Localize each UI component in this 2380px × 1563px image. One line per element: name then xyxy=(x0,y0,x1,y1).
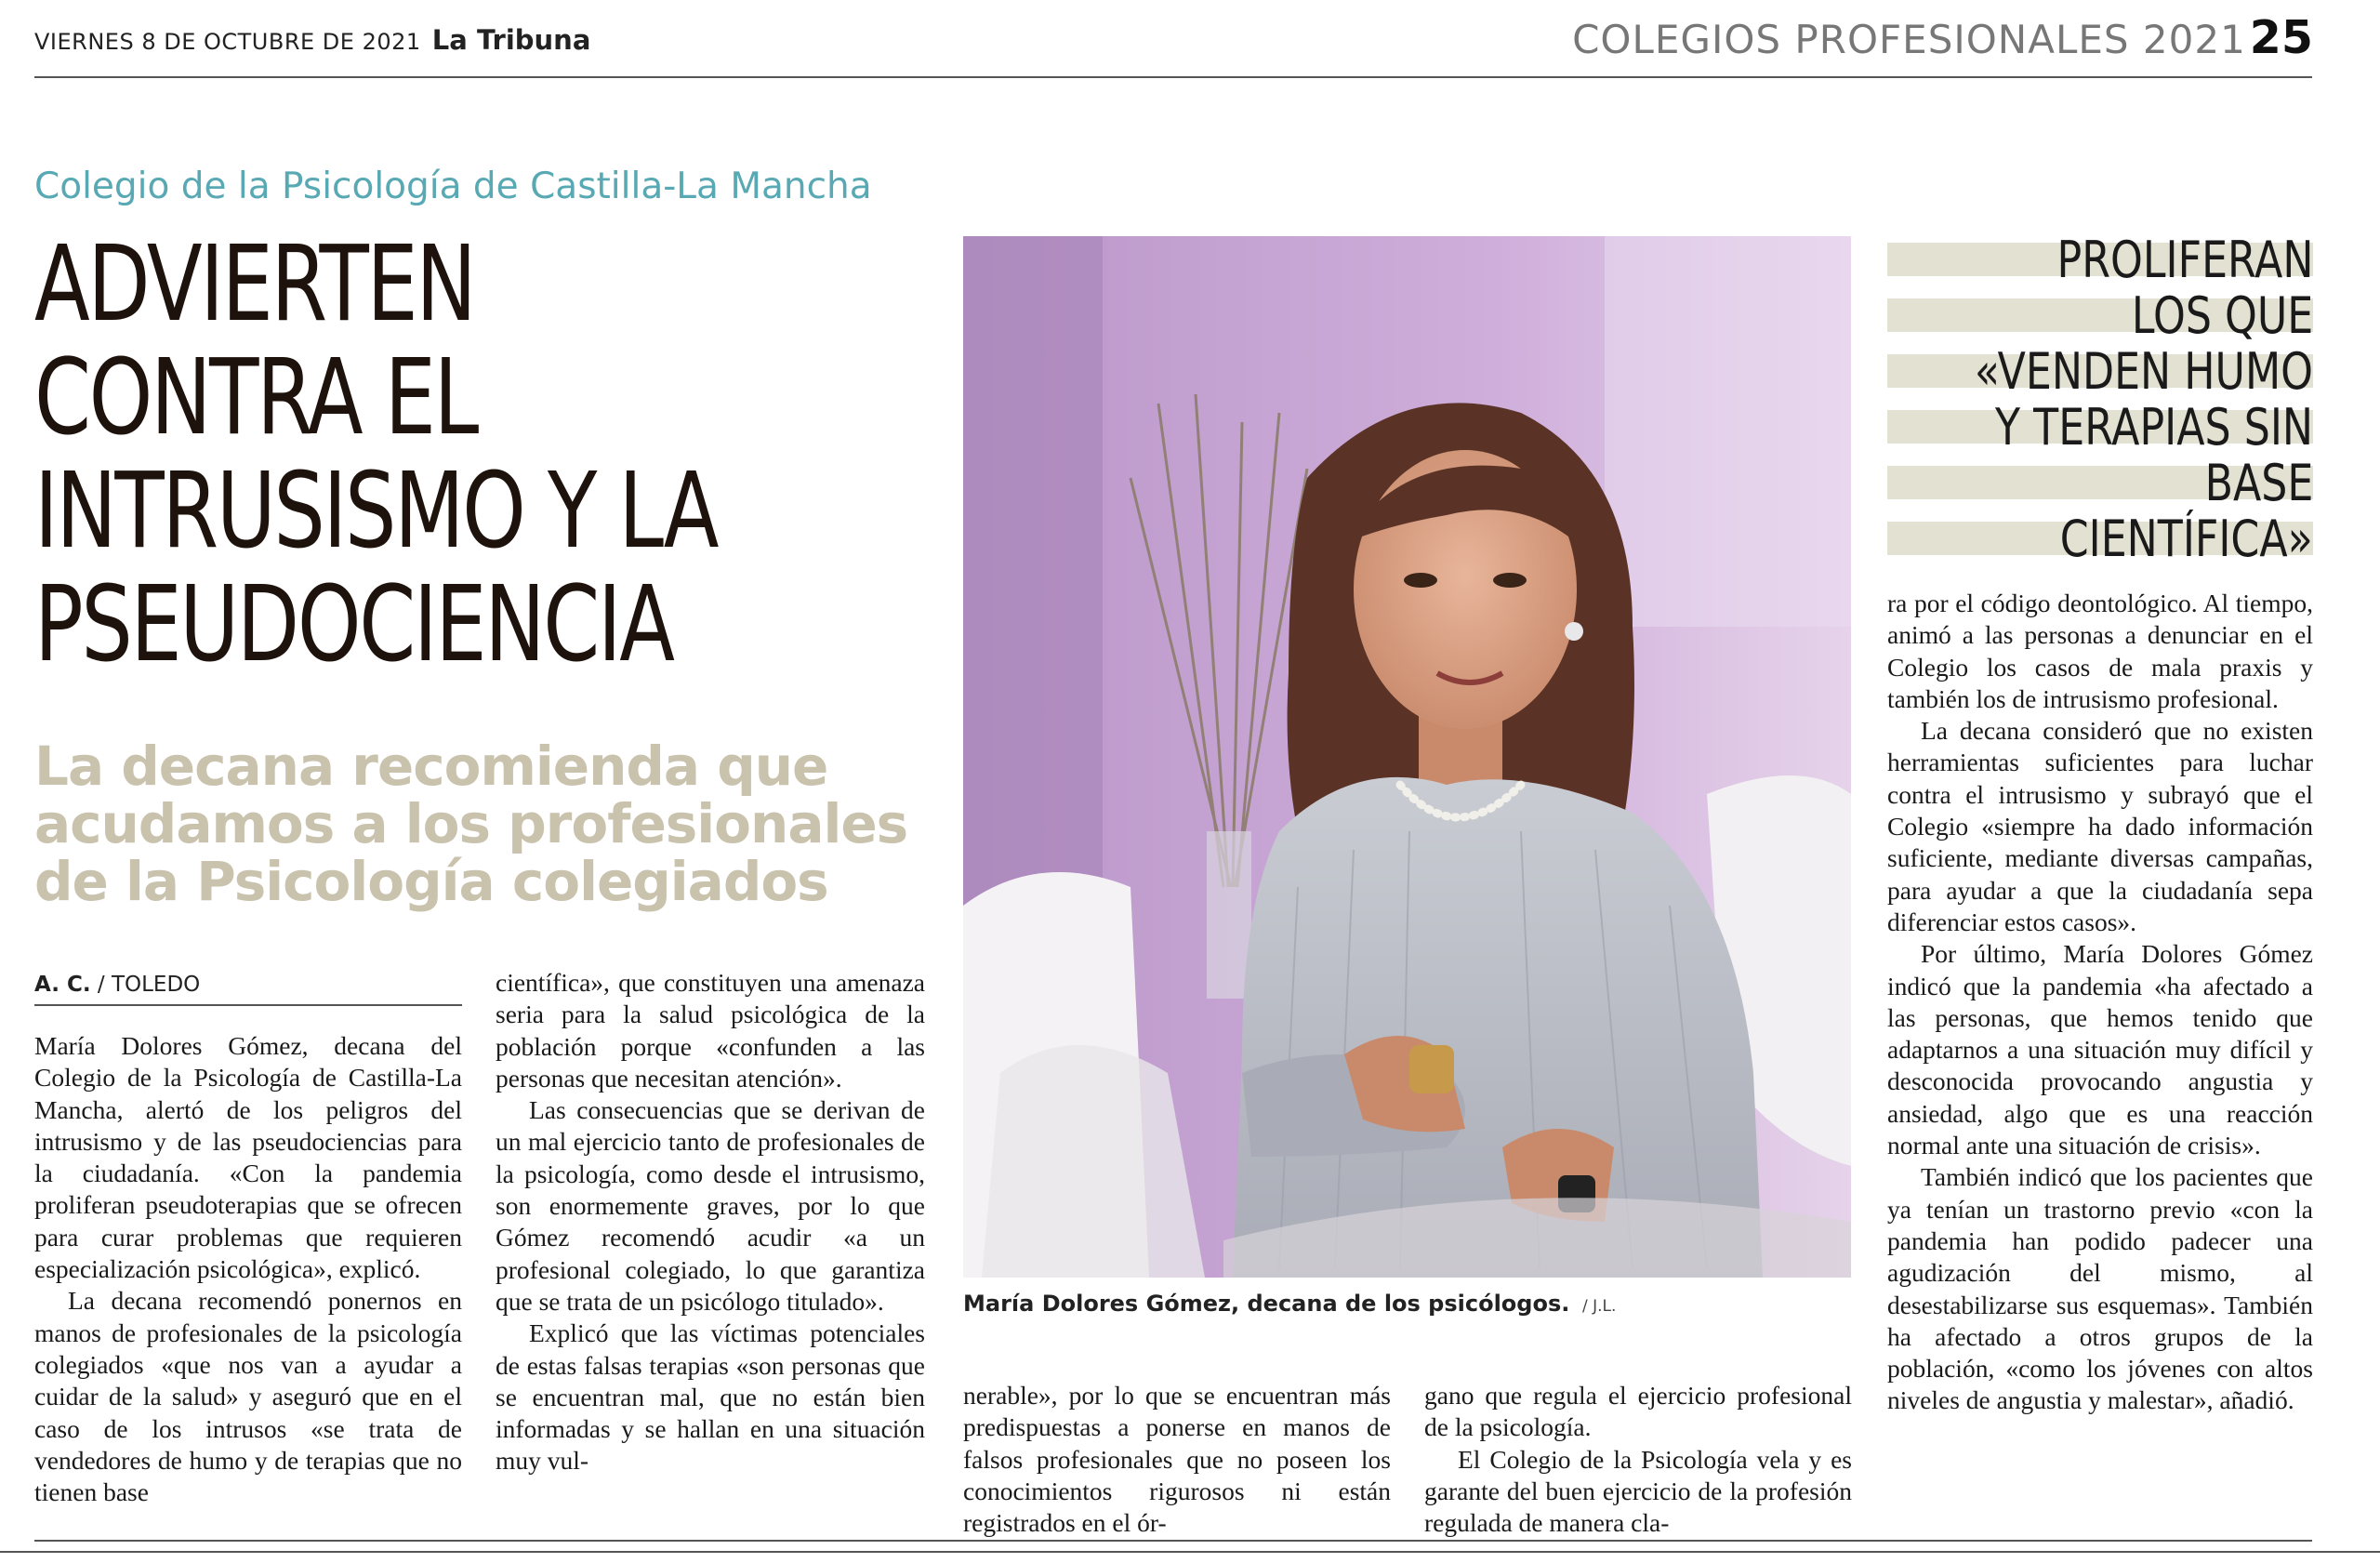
footer-divider xyxy=(34,1540,2312,1542)
pull-quote-line: «VENDEN HUMO xyxy=(1974,342,2313,401)
body-column-1 xyxy=(34,1030,462,1508)
paragraph: La decana consideró que no existen herramientas suficientes para luchar contra el intrusismo y subrayó que el Colegio «siempre ha dado información suficiente, mediante diversas campañas, para ayudar a que la ciudadanía sepa diferenciar estos casos». xyxy=(1887,716,2313,936)
byline-location: / TOLEDO xyxy=(97,973,201,997)
byline xyxy=(34,973,200,997)
photo-caption xyxy=(963,1291,1616,1317)
page-header-left xyxy=(34,24,590,56)
pull-quote-line: BASE xyxy=(2204,454,2313,512)
paragraph: ra por el código deontológico. Al tiempo, animó a las personas a denunciar en el Colegio los casos de mala praxis y también los de intrusismo profesional. xyxy=(1887,589,2313,713)
headline-line: INTRUSISMO Y LA xyxy=(34,451,718,572)
paragraph: nerable», por lo que se encuentran más predispuestas a ponerse en manos de falsos profesionales que no poseen los conocimientos rigurosos ni están registrados en el ór- xyxy=(963,1381,1391,1538)
header-divider xyxy=(34,76,2312,78)
paragraph: gano que regula el ejercicio profesional de la psicología. xyxy=(1424,1381,1852,1442)
paragraph: Por último, María Dolores Gómez indicó que la pandemia «ha afectado a las personas, que hemos tenido que adaptarnos a una situación muy difícil y desconocida provocando angustia y ansiedad, algo que es una reacción normal ante una situación de crisis». xyxy=(1887,939,2313,1160)
newspaper-name: La Tribuna xyxy=(431,24,591,56)
paragraph: Las consecuencias que se derivan de un mal ejercicio tanto de profesionales de la psicología, como desde el intrusismo, son enormemente graves, por lo que Gómez recomendó acudir «a un profesional colegiado, lo que garantiza que se trata de un psicólogo titulado». xyxy=(496,1095,925,1316)
section-title: COLEGIOS PROFESIONALES 2021 xyxy=(1572,17,2246,62)
headline-line: ADVIERTEN xyxy=(34,224,475,345)
article-kicker: Colegio de la Psicología de Castilla-La Mancha xyxy=(34,166,872,207)
footer-divider xyxy=(0,1551,2380,1553)
headline-line: PSEUDOCIENCIA xyxy=(34,564,673,685)
byline-author: A. C. xyxy=(34,973,91,997)
pull-quote-line: LOS QUE xyxy=(2131,286,2313,345)
header-date: VIERNES 8 DE OCTUBRE DE 2021 xyxy=(34,29,421,55)
body-column-4 xyxy=(1424,1380,1852,1539)
page-number: 25 xyxy=(2249,11,2313,64)
byline-divider xyxy=(34,1004,462,1006)
pull-quote-line: PROLIFERAN xyxy=(2056,231,2313,289)
body-column-3 xyxy=(963,1380,1391,1539)
article-headline xyxy=(34,224,745,685)
headline-line: CONTRA EL xyxy=(34,338,477,458)
paragraph: María Dolores Gómez, decana del Colegio de la Psicología de Castilla-La Mancha, alertó de los peligros del intrusismo y de las pseudociencias para la ciudadanía. «Con la pandemia proliferan pseudoterapias que se ofrecen para curar problemas que requieren especialización psicológica», explicó. xyxy=(34,1031,462,1284)
pull-quote-line: CIENTÍFICA» xyxy=(2059,510,2313,568)
page-header-right xyxy=(1572,11,2313,64)
body-column-5 xyxy=(1887,588,2313,1417)
body-column-2 xyxy=(496,967,925,1477)
paragraph: El Colegio de la Psicología vela y es garante del buen ejercicio de la profesión regulada de manera cla- xyxy=(1424,1444,1852,1538)
portrait-photo xyxy=(963,236,1851,1278)
paragraph: La decana recomendó ponernos en manos de profesionales de la psicología colegiados «que nos van a ayudar a cuidar de la salud» y aseguró que en el caso de los intrusos «se trata de vendedores de humo y de terapias que no tienen base xyxy=(34,1286,462,1507)
article-subheadline: La decana recomienda que acudamos a los profesionales de la Psicología colegiados xyxy=(34,735,908,913)
portrait-illustration xyxy=(963,236,1851,1278)
caption-text: María Dolores Gómez, decana de los psicólogos. xyxy=(963,1291,1570,1317)
paragraph: También indicó que los pacientes que ya tenían un trastorno previo «con la pandemia han podido padecer una agudización del mismo, al desestabilizarse sus esquemas». También ha afectado a otros grupos de la población, «como los jóvenes con altos niveles de angustia y malestar», añadió. xyxy=(1887,1162,2313,1415)
photo-credit: / J.L. xyxy=(1582,1297,1617,1316)
paragraph: científica», que constituyen una amenaza seria para la salud psicológica de la población porque «confunden a las personas que necesitan atención». xyxy=(496,968,925,1093)
paragraph: Explicó que las víctimas potenciales de estas falsas terapias «son personas que se encuentran mal, que no están bien informadas y se hallan en una situación muy vul- xyxy=(496,1318,925,1476)
pull-quote xyxy=(1887,232,2313,567)
pull-quote-line: Y TERAPIAS SIN xyxy=(1995,398,2313,457)
